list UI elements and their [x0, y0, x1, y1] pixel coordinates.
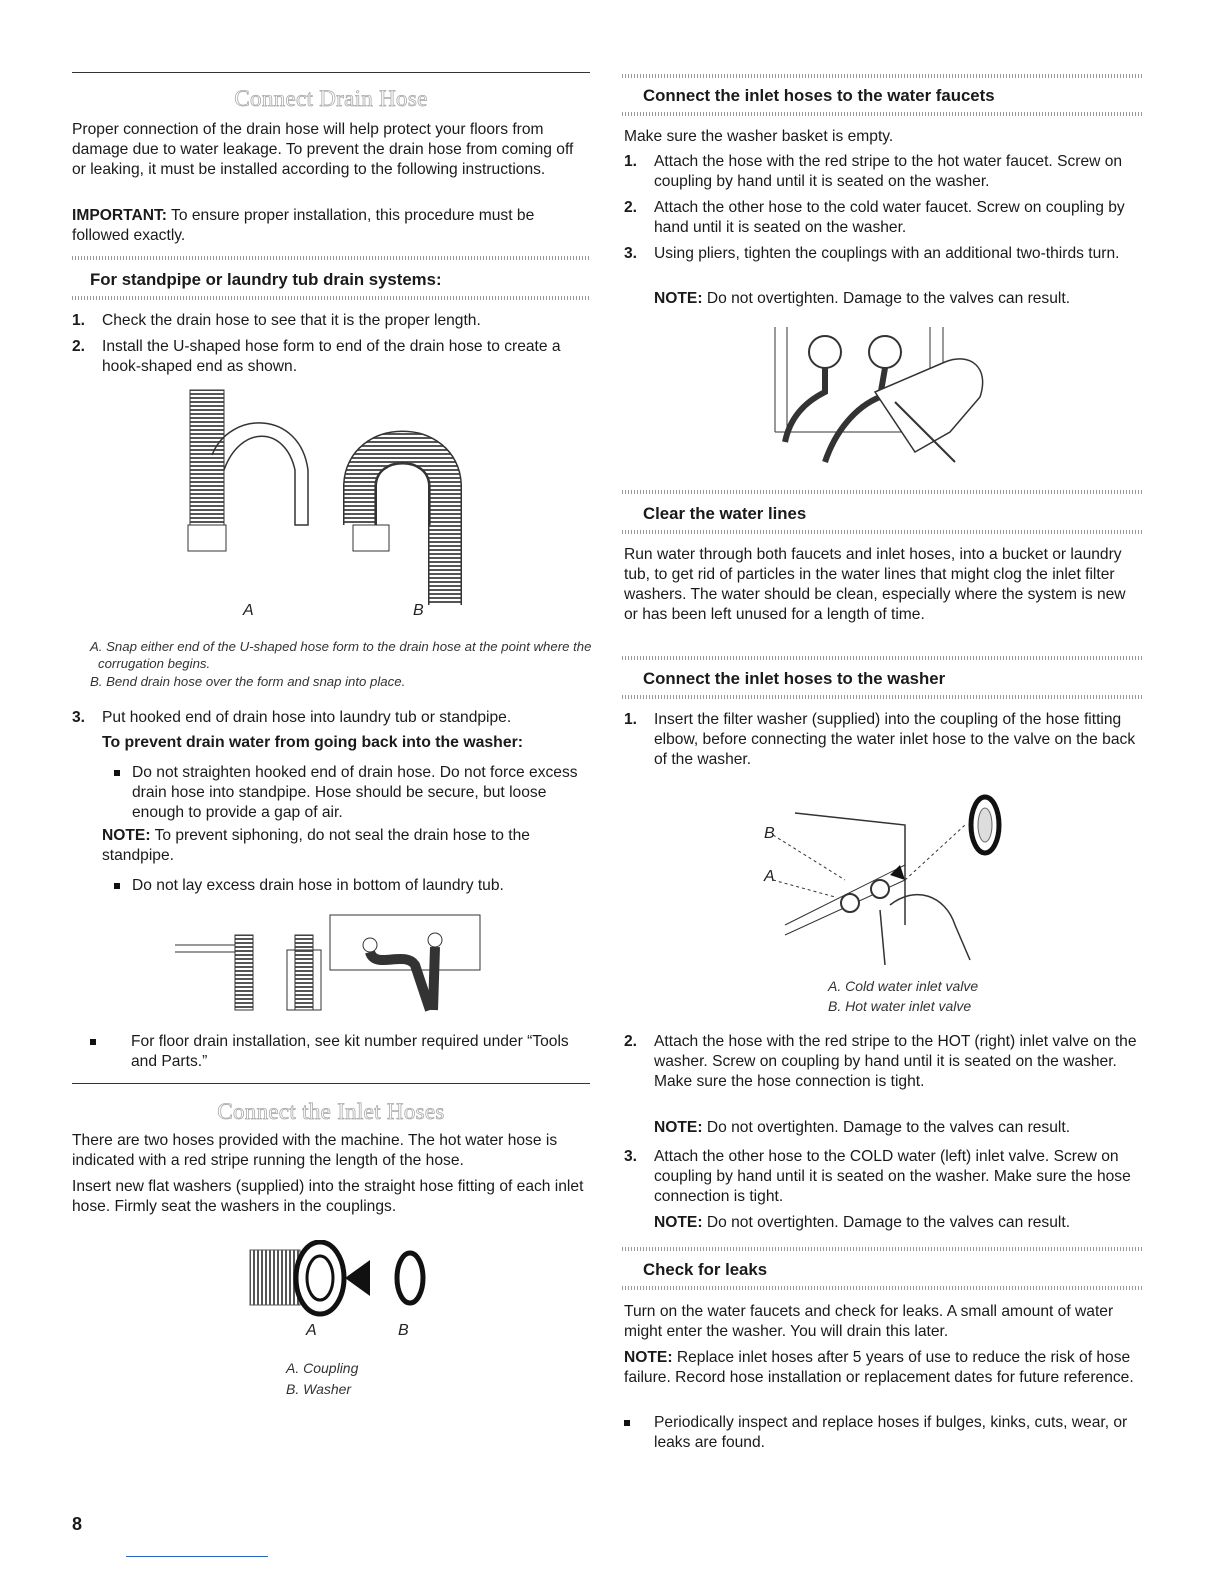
standpipe-heading: For standpipe or laundry tub drain systems:	[90, 270, 442, 289]
fig1-caption-a: A. Snap either end of the U-shaped hose form to the drain hose at the point where the corrugation begins.	[90, 639, 592, 671]
step-1: 1. Check the drain hose to see that it is the proper length.	[72, 312, 481, 329]
top-rule-left	[72, 72, 590, 73]
faucet-step-1: 1. Attach the hose with the red stripe to the hot water faucet. Screw on coupling by hand until it is seated on the washer.	[624, 153, 1123, 190]
step-3: 3. Put hooked end of drain hose into laundry tub or standpipe.	[72, 709, 512, 726]
hatch-rule	[622, 1286, 1144, 1290]
important-label: IMPORTANT:	[72, 207, 167, 224]
leaks-note: NOTE: Replace inlet hoses after 5 years of use to reduce the risk of hose failure. Record hose installation or replacement dates for future reference.	[624, 1349, 1134, 1386]
fig3-caption-b: B. Washer	[286, 1381, 352, 1397]
hatch-rule	[72, 296, 590, 300]
section-rule	[72, 1083, 590, 1084]
bullet-item: For floor drain installation, see kit number required under “Tools and Parts.”	[90, 1032, 590, 1072]
leaks-heading: Check for leaks	[643, 1260, 768, 1279]
washer-heading: Connect the inlet hoses to the washer	[643, 669, 946, 688]
washer-step-1: 1. Insert the filter washer (supplied) into the coupling of the hose fitting elbow, before connecting the water inlet hose to the valve on the back of the washer.	[624, 711, 1136, 768]
fig-valve-caption-a: A. Cold water inlet valve	[828, 978, 979, 994]
important-text: To ensure proper installation, this procedure must be followed exactly.	[72, 207, 535, 244]
washer-step-3: 3. Attach the other hose to the COLD water (left) inlet valve. Screw on coupling by hand until it is seated on the washer. Make sure the hose connection is tight.	[624, 1148, 1131, 1205]
faucets-note: NOTE: Do not overtighten. Damage to the valves can result.	[654, 290, 1071, 307]
siphon-note: NOTE: To prevent siphoning, do not seal the drain hose to the standpipe.	[102, 827, 530, 864]
hatch-rule	[622, 530, 1144, 534]
inlet-paragraph-1: There are two hoses provided with the machine. The hot water hose is indicated with a red stripe running the length of the hose.	[72, 1132, 558, 1169]
inlet-paragraph-2: Insert new flat washers (supplied) into the straight hose fitting of each inlet hose. Firmly seat the washers in the couplings.	[72, 1178, 584, 1215]
important-note	[72, 206, 584, 246]
hatch-rule	[622, 74, 1144, 78]
hatch-rule	[622, 490, 1144, 494]
fig-valve-label-b: B	[764, 825, 775, 842]
washer-note-2: NOTE: Do not overtighten. Damage to the valves can result.	[654, 1214, 1071, 1231]
washer-note-1: NOTE: Do not overtighten. Damage to the valves can result.	[654, 1119, 1071, 1136]
fig-valve-label-a: A	[764, 868, 775, 885]
step-2: 2. Install the U-shaped hose form to end of the drain hose to create a hook-shaped end as shown.	[72, 338, 561, 375]
footer-line	[126, 1556, 268, 1557]
hatch-rule	[622, 656, 1144, 660]
fig3-label-a: A	[306, 1322, 317, 1339]
drain-hose-form-illustration	[170, 385, 490, 615]
fig3-caption-a: A. Coupling	[286, 1360, 359, 1376]
fig3-label-b: B	[398, 1322, 409, 1339]
bullet-item: Do not straighten hooked end of drain hose. Do not force excess drain hose into standpipe. Hose should be secure, but loose enough to provide a gap of air.	[114, 763, 590, 823]
leaks-text: Turn on the water faucets and check for leaks. A small amount of water might enter the washer. You will drain this later.	[624, 1303, 1114, 1340]
faucets-intro: Make sure the washer basket is empty.	[624, 128, 894, 145]
section-title-drain: Connect Drain Hose	[234, 86, 428, 111]
fig1-caption-b: B. Bend drain hose over the form and snap into place.	[90, 674, 406, 689]
drain-install-illustration	[175, 910, 490, 1015]
washer-step-2: 2. Attach the hose with the red stripe to the HOT (right) inlet valve on the washer. Screw on coupling by hand until it is seated on the washer. Make sure the hose connection is tight.	[624, 1033, 1137, 1090]
inlet-valve-illustration	[755, 785, 1025, 975]
faucet-step-2: 2. Attach the other hose to the cold water faucet. Screw on coupling by hand until it is seated on the washer.	[624, 199, 1125, 236]
fig-valve-caption-b: B. Hot water inlet valve	[828, 998, 972, 1014]
clear-text: Run water through both faucets and inlet hoses, into a bucket or laundry tub, to get rid of particles in the water lines that might clog the inlet filter washers. The water should be clean, especially where the system is new or has been left unused for a length of time.	[624, 546, 1126, 623]
hatch-rule	[72, 256, 590, 260]
faucets-heading: Connect the inlet hoses to the water faucets	[643, 86, 995, 105]
page-number: 8	[72, 1514, 83, 1534]
faucet-pliers-illustration	[765, 322, 1015, 472]
hatch-rule	[622, 112, 1144, 116]
coupling-washer-illustration	[245, 1240, 445, 1320]
fig1-label-b: B	[413, 602, 424, 619]
prevent-heading: To prevent drain water from going back into the washer:	[102, 734, 524, 751]
faucet-step-3: 3. Using pliers, tighten the couplings with an additional two-thirds turn.	[624, 245, 1120, 262]
fig1-label-a: A	[243, 602, 254, 619]
section-title-inlet: Connect the Inlet Hoses	[217, 1099, 445, 1124]
bullet-item: Do not lay excess drain hose in bottom of laundry tub.	[114, 876, 590, 896]
drain-intro: Proper connection of the drain hose will help protect your floors from damage due to water leakage. To prevent the drain hose from coming off or leaking, it must be installed according to the following instructions.	[72, 121, 574, 178]
bullet-item: Periodically inspect and replace hoses if bulges, kinks, cuts, wear, or leaks are found.	[624, 1413, 1142, 1453]
hatch-rule	[622, 695, 1144, 699]
hatch-rule	[622, 1247, 1144, 1251]
clear-heading: Clear the water lines	[643, 504, 807, 523]
